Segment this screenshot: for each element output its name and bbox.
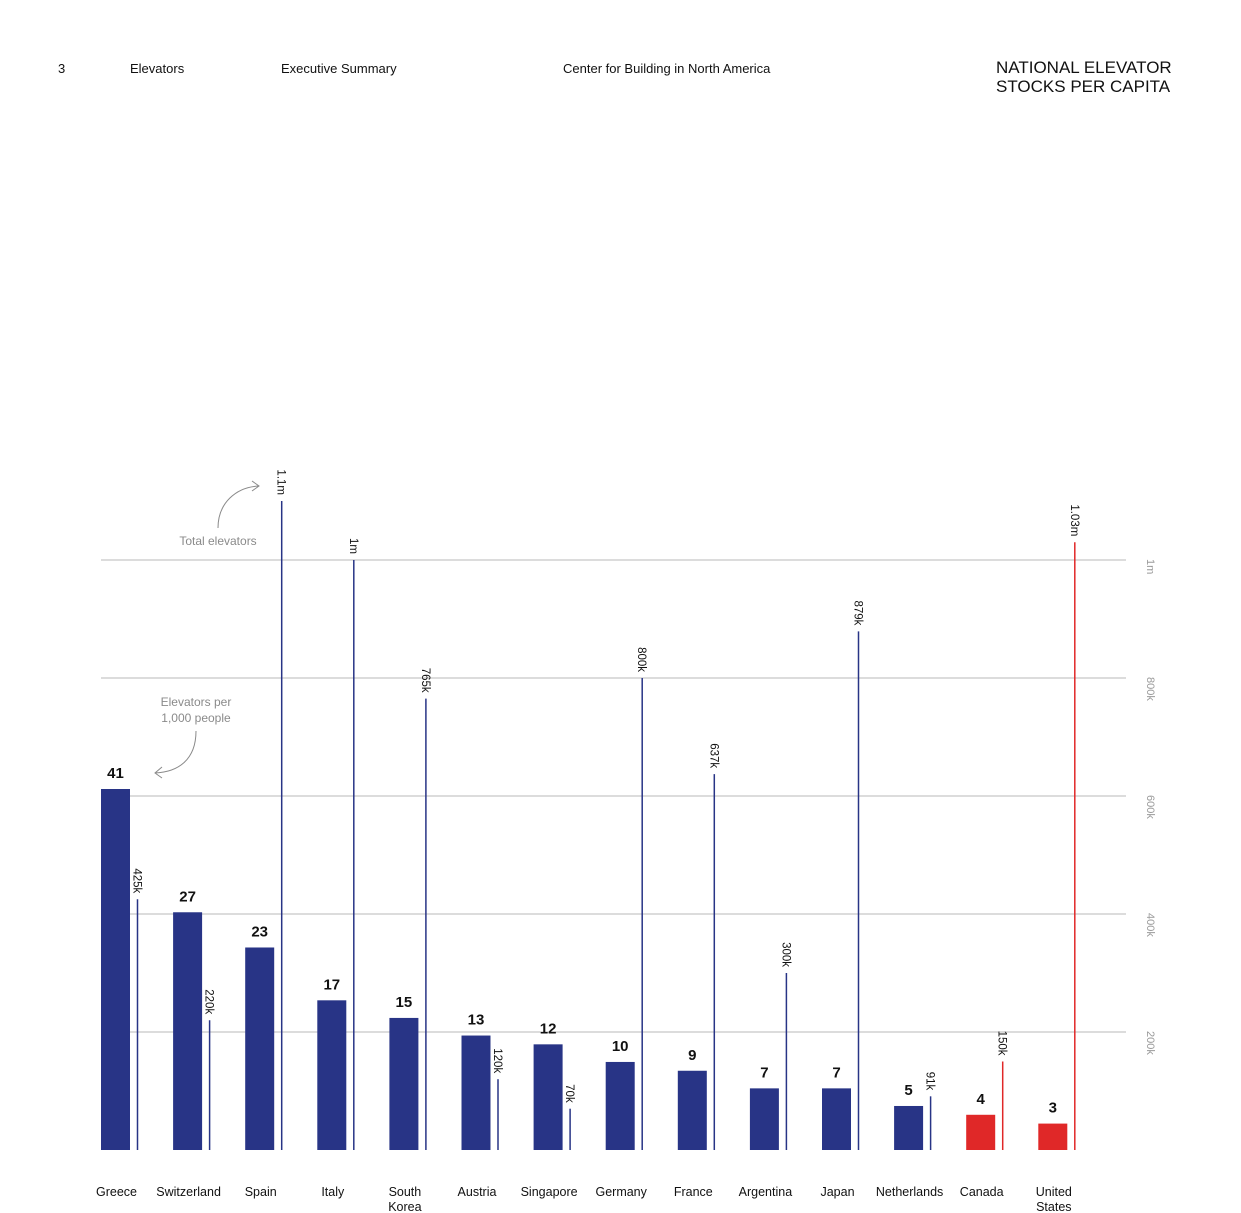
bar-singapore [534, 1044, 563, 1150]
category-label-singapore: Singapore [520, 1185, 578, 1199]
per-capita-label-united-states: 3 [1048, 1099, 1057, 1117]
category-label-united-states: United [1035, 1185, 1072, 1199]
total-label-japan: 879k [851, 600, 864, 626]
per-capita-label-austria: 13 [467, 1011, 485, 1029]
page-title-line1: NATIONAL ELEVATOR [996, 58, 1172, 77]
category-label-united-states: States [1036, 1200, 1072, 1213]
per-capita-label-spain: 23 [251, 923, 269, 941]
category-label-netherlands: Netherlands [875, 1185, 944, 1199]
subsection-label: Executive Summary [281, 61, 397, 76]
total-label-south-korea: 765k [418, 667, 431, 693]
bar-austria [462, 1036, 491, 1150]
section-label: Elevators [130, 61, 185, 76]
per-capita-bars [101, 765, 1067, 1150]
total-label-canada: 150k [995, 1030, 1008, 1056]
annotation-per-capita-arrow [155, 731, 196, 778]
category-label-argentina: Argentina [738, 1185, 793, 1199]
annotation-per-capita-line2: 1,000 people [161, 711, 231, 725]
y-tick-label: 400k [1144, 913, 1156, 937]
category-label-canada: Canada [959, 1185, 1004, 1199]
total-label-netherlands: 91k [923, 1071, 936, 1091]
per-capita-label-switzerland: 27 [179, 888, 196, 906]
total-label-greece: 425k [130, 868, 143, 894]
per-capita-label-argentina: 7 [760, 1064, 769, 1082]
annotation-per-capita-line1: Elevators per [160, 695, 232, 709]
bar-switzerland [173, 912, 202, 1150]
category-label-italy: Italy [321, 1185, 345, 1199]
country-labels [96, 1185, 1072, 1213]
total-label-spain: 1.1m [274, 469, 287, 495]
total-label-france: 637k [707, 743, 720, 769]
category-label-spain: Spain [244, 1185, 277, 1199]
total-label-austria: 120k [491, 1048, 503, 1074]
y-tick-label: 600k [1144, 795, 1156, 819]
y-tick-label: 200k [1144, 1031, 1156, 1055]
annotation-total-arrow [218, 481, 259, 528]
category-label-switzerland: Switzerland [156, 1185, 221, 1199]
total-label-germany: 800k [635, 647, 648, 672]
page-title-line2: STOCKS PER CAPITA [996, 77, 1171, 96]
per-capita-label-germany: 10 [611, 1037, 629, 1055]
category-label-austria: Austria [457, 1185, 497, 1199]
category-label-japan: Japan [820, 1185, 855, 1199]
bar-germany [606, 1062, 635, 1150]
bar-canada [966, 1115, 995, 1150]
per-capita-label-netherlands: 5 [904, 1081, 913, 1099]
category-label-greece: Greece [96, 1185, 137, 1199]
total-label-singapore: 70k [563, 1084, 576, 1103]
total-label-switzerland: 220k [202, 989, 215, 1015]
bar-italy [317, 1000, 346, 1150]
bar-argentina [750, 1088, 779, 1150]
total-label-united-states: 1.03m [1067, 504, 1080, 537]
y-tick-label: 800k [1144, 677, 1156, 701]
bar-spain [245, 947, 274, 1150]
bar-netherlands [894, 1106, 923, 1150]
total-label-italy: 1m [346, 538, 359, 554]
category-label-south-korea: Korea [388, 1200, 422, 1213]
per-capita-label-greece: 41 [107, 765, 124, 782]
bar-greece [101, 789, 130, 1150]
annotations [155, 481, 259, 778]
right-axis-ticks [1144, 559, 1156, 1055]
category-label-germany: Germany [595, 1185, 647, 1199]
bar-south-korea [389, 1018, 418, 1150]
bar-japan [822, 1088, 851, 1150]
bar-france [678, 1071, 707, 1150]
bar-united-states [1038, 1124, 1067, 1150]
category-label-south-korea: South [388, 1185, 422, 1199]
total-label-argentina: 300k [779, 942, 792, 967]
per-capita-label-south-korea: 15 [395, 993, 413, 1011]
per-capita-label-france: 9 [688, 1046, 697, 1064]
y-tick-label: 1m [1144, 559, 1156, 575]
per-capita-label-italy: 17 [323, 976, 341, 994]
per-capita-label-canada: 4 [976, 1090, 985, 1108]
per-capita-label-japan: 7 [832, 1064, 841, 1082]
category-label-france: France [673, 1185, 713, 1199]
page-number: 3 [58, 61, 66, 76]
annotation-total: Total elevators [179, 534, 257, 548]
organization-label: Center for Building in North America [563, 61, 771, 76]
per-capita-label-singapore: 12 [539, 1020, 557, 1038]
